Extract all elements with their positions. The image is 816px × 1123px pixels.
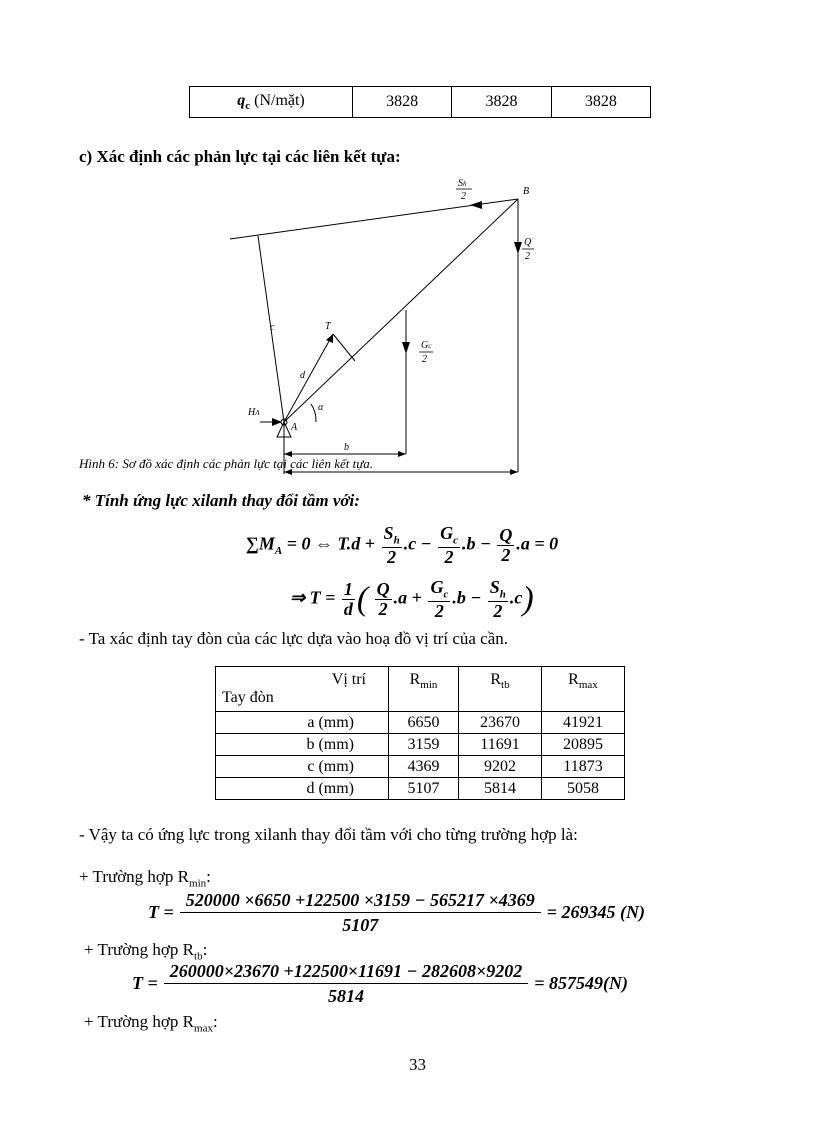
sh-arrowhead bbox=[470, 201, 482, 209]
load-table bbox=[189, 86, 651, 118]
q-arrowhead bbox=[514, 242, 522, 254]
cylinder-line bbox=[284, 334, 333, 422]
label-ha: HA bbox=[248, 407, 260, 418]
table-row: a (mm) 6650 23670 41921 bbox=[216, 712, 625, 734]
g-arrowhead bbox=[402, 342, 410, 354]
label-q: Q bbox=[524, 237, 532, 248]
svg-text:2: 2 bbox=[422, 354, 427, 365]
page-number: 33 bbox=[409, 1055, 426, 1074]
dim-arrow-right bbox=[398, 451, 406, 457]
alpha-arc bbox=[311, 404, 316, 422]
header-rmin: $R_{min}$ bbox=[389, 667, 459, 712]
case-rmax-label: + Trường hợp $R_{max}$: bbox=[84, 1012, 218, 1035]
header-rtb: $R_{tb}$ bbox=[458, 667, 541, 712]
label-alpha: α bbox=[318, 402, 324, 413]
label-t: T bbox=[325, 321, 331, 332]
t-perp-line bbox=[333, 334, 355, 361]
dim-arrow-right-a bbox=[510, 469, 518, 475]
moment-equation: $\sum M_A = 0$ ⇔ T.d + $\frac{S_h}{2}$ .c − $\frac{G_c}{2}$ .b − $\frac{Q}{2}$ .a = 0 bbox=[246, 523, 559, 568]
intro-text: - Ta xác định tay đòn của các lực dựa vào hoạ đồ vị trí của cần. bbox=[79, 629, 509, 648]
t-equation: ⇒ T = $\frac{1}{d}$ ( $\frac{Q}{2}$ .a + $\frac{G_c}{2}$ .b − $\frac{S_h}{2}$ .c) bbox=[290, 577, 534, 622]
header-rmax: $R_{max}$ bbox=[541, 667, 624, 712]
case-rmin-label: + Trường hợp $R_{min}$: bbox=[79, 867, 211, 890]
label-b-point: B bbox=[523, 186, 530, 197]
reaction-diagram bbox=[78, 172, 558, 477]
t-arrowhead bbox=[326, 334, 333, 343]
svg-text:2: 2 bbox=[461, 191, 466, 202]
load-label-cell: $q_c$ (N/mặt) bbox=[190, 87, 353, 118]
subheading: * Tính ứng lực xilanh thay đổi tầm với: bbox=[82, 491, 360, 510]
corner-header: Vị trí Tay đòn bbox=[216, 667, 389, 712]
label-g: Gc bbox=[421, 340, 432, 351]
label-a-point: A bbox=[291, 422, 298, 433]
lever-arm-table bbox=[215, 666, 625, 800]
table-row: d (mm) 5107 5814 5058 bbox=[216, 778, 625, 800]
svg-text:2: 2 bbox=[525, 251, 530, 262]
load-value-2: 3828 bbox=[452, 87, 551, 118]
label-d: d bbox=[300, 370, 305, 381]
label-sh: Sh bbox=[458, 178, 467, 189]
boom-diagonal-line bbox=[284, 199, 518, 422]
load-value-3: 3828 bbox=[551, 87, 650, 118]
table-row: b (mm) 3159 11691 20895 bbox=[216, 734, 625, 756]
label-b-dim: b bbox=[344, 442, 349, 453]
case-rmin-formula: T = $\frac{520000 \times 6650 +122500 \times 3159 - 565217 \times 4369}{5107}$ = 269345 (N) bbox=[148, 890, 645, 935]
load-value-1: 3828 bbox=[353, 87, 452, 118]
label-c: c bbox=[270, 322, 275, 333]
section-c-heading: c) Xác định các phản lực tại các liên kết tựa: bbox=[79, 147, 401, 166]
result-text: - Vậy ta có ứng lực trong xilanh thay đổi tầm với cho từng trường hợp là: bbox=[79, 825, 578, 844]
figure-caption: Hình 6: Sơ đồ xác định các phản lực tại các liên kết tựa. bbox=[79, 456, 374, 471]
table-row: c (mm) 4369 9202 11873 bbox=[216, 756, 625, 778]
case-rtb-formula: T = $\frac{260000\times 23670 +122500\times 11691 - 282608\times 9202}{5814}$ = 857549(N) bbox=[132, 961, 628, 1006]
case-rtb-label: + Trường hợp $R_{tb}$: bbox=[84, 940, 208, 963]
ha-arrowhead bbox=[272, 418, 282, 426]
